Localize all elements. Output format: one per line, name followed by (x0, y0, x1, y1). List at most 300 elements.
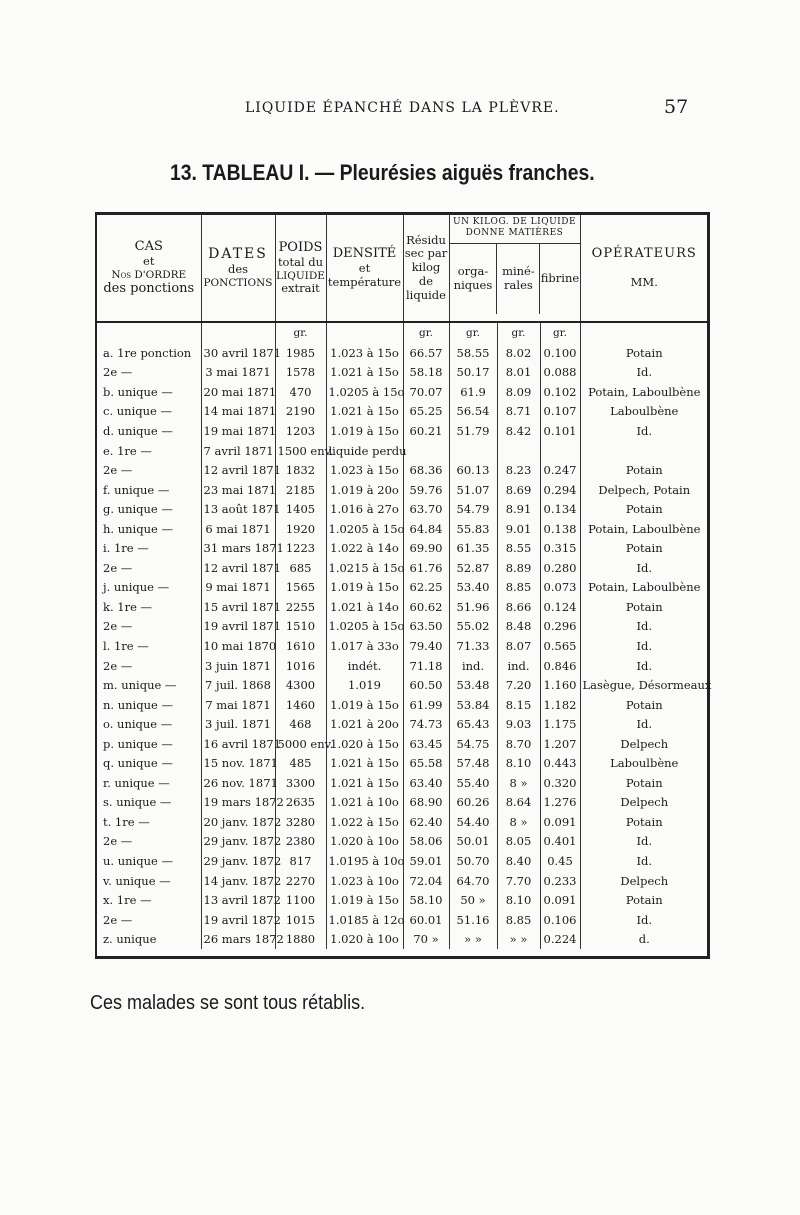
cell-fib: 0.100 (540, 343, 580, 363)
running-head (0, 96, 800, 120)
table-row (97, 675, 708, 695)
cell-org: 51.16 (449, 910, 497, 930)
cell-min: 8.91 (497, 499, 540, 519)
cell-date: 30 avril 1871 (201, 343, 275, 363)
cell-poids: 3300 (275, 773, 326, 793)
cell-residu: 64.84 (403, 519, 449, 539)
cell-residu: 69.90 (403, 538, 449, 558)
cell-op: Potain (625, 893, 663, 908)
cell-poids: 1460 (275, 695, 326, 715)
cell-poids: 1610 (275, 636, 326, 656)
cell-densite: 1.023 à 15o (326, 460, 403, 480)
cell-cas: i. 1re — (97, 538, 201, 558)
cell-densite: 1.021 à 10o (326, 793, 403, 813)
cell-poids: 1578 (275, 363, 326, 383)
cell-fib: 0.320 (540, 773, 580, 793)
cell-date: 20 mai 1871 (201, 382, 275, 402)
cell-min: ind. (497, 656, 540, 676)
cell-min: 8.85 (497, 910, 540, 930)
cell-poids: 1223 (275, 538, 326, 558)
cell-op: Id. (636, 365, 653, 380)
cell-date: 10 mai 1870 (201, 636, 275, 656)
cell-densite: 1.022 à 14o (326, 538, 403, 558)
header-residu: Résidu sec par kilog de liquide (403, 215, 449, 322)
cell-fib: 1.175 (540, 714, 580, 734)
cell-org: 65.43 (449, 714, 497, 734)
cell-date: 29 janv. 1872 (201, 851, 275, 871)
cell-cas: p. unique — (97, 734, 201, 754)
cell-min: 8.42 (497, 421, 540, 441)
cell-min: 8.05 (497, 832, 540, 852)
cell-poids: 2255 (275, 597, 326, 617)
cell-date: 29 janv. 1872 (201, 832, 275, 852)
table-row (97, 617, 708, 637)
cell-poids: 1405 (275, 499, 326, 519)
cell-residu: 58.06 (403, 832, 449, 852)
cell-min: 8.48 (497, 617, 540, 637)
data-table-frame (95, 212, 710, 959)
cell-min: 8.85 (497, 578, 540, 598)
cell-cas: n. unique — (97, 695, 201, 715)
cell-densite: 1.021 à 15o (326, 753, 403, 773)
cell-poids: 1832 (275, 460, 326, 480)
cell-cas: 2e — (97, 656, 201, 676)
cell-date: 12 avril 1871 (201, 460, 275, 480)
cell-densite: 1.019 à 15o (326, 695, 403, 715)
cell-densite: 1.0195 à 10o (326, 851, 403, 871)
cell-densite: 1.021 à 15o (326, 773, 403, 793)
running-head-title: LIQUIDE ÉPANCHÉ DANS LA PLÈVRE. (245, 100, 560, 116)
cell-min: 8.10 (497, 753, 540, 773)
cell-cas: h. unique — (97, 519, 201, 539)
cell-densite: 1.023 à 15o (326, 343, 403, 363)
cell-org: 51.07 (449, 480, 497, 500)
cell-densite: 1.021 à 15o (326, 363, 403, 383)
cell-fib: 1.160 (540, 675, 580, 695)
cell-residu: 62.25 (403, 578, 449, 598)
cell-op: Potain (625, 697, 663, 712)
header-densite: DENSITÉ et température (326, 215, 403, 322)
cell-poids: 1985 (275, 343, 326, 363)
cell-cas: 2e — (97, 460, 201, 480)
table-row (97, 656, 708, 676)
cell-residu: 63.45 (403, 734, 449, 754)
cell-op: d. (638, 932, 650, 947)
cell-densite: 1.021 à 15o (326, 402, 403, 422)
cell-fib: 0.101 (540, 421, 580, 441)
cell-fib: 0.280 (540, 558, 580, 578)
cell-residu: 60.21 (403, 421, 449, 441)
cell-fib: 0.443 (540, 753, 580, 773)
table-row (97, 499, 708, 519)
cell-densite: 1.017 à 33o (326, 636, 403, 656)
cell-op: Potain (625, 463, 663, 478)
cell-poids: 2380 (275, 832, 326, 852)
cell-op: Id. (636, 658, 653, 673)
cell-min: 8.07 (497, 636, 540, 656)
cell-residu: 59.76 (403, 480, 449, 500)
cell-op: Potain (625, 345, 663, 360)
cell-date: 16 avril 1871 (201, 734, 275, 754)
cell-op: Id. (636, 912, 653, 927)
cell-densite: 1.016 à 27o (326, 499, 403, 519)
cell-org: 71.33 (449, 636, 497, 656)
unit-fib: gr. (540, 322, 580, 343)
cell-densite: 1.021 à 20o (326, 714, 403, 734)
cell-op: Potain (625, 814, 663, 829)
cell-min: 8.40 (497, 851, 540, 871)
cell-op: Id. (636, 853, 653, 868)
cell-min: 8 » (497, 773, 540, 793)
cell-cas: g. unique — (97, 499, 201, 519)
cell-min: 7.20 (497, 675, 540, 695)
cell-date: 20 janv. 1872 (201, 812, 275, 832)
cell-densite: 1.0205 à 15o (326, 617, 403, 637)
cell-residu: 71.18 (403, 656, 449, 676)
cell-min: 7.70 (497, 871, 540, 891)
cell-org: ind. (449, 656, 497, 676)
cell-poids: 470 (275, 382, 326, 402)
cell-residu: 58.10 (403, 890, 449, 910)
cell-date: 12 avril 1871 (201, 558, 275, 578)
cell-date: 3 mai 1871 (201, 363, 275, 383)
unit-cell (326, 322, 403, 343)
header-kilog-group: UN KILOG. DE LIQUIDE DONNE MATIÈRES orga- niques miné- rales fibrine (449, 215, 580, 322)
cell-densite: 1.021 à 14o (326, 597, 403, 617)
cell-op: Potain, Laboulbène (588, 580, 701, 595)
cell-org: 54.79 (449, 499, 497, 519)
cell-residu: 72.04 (403, 871, 449, 891)
cell-cas: b. unique — (97, 382, 201, 402)
cell-op: Id. (636, 638, 653, 653)
header-fibrine: fibrine (540, 270, 580, 285)
cell-residu: 63.50 (403, 617, 449, 637)
cell-date: 6 mai 1871 (201, 519, 275, 539)
table-row (97, 773, 708, 793)
cell-op: Id. (636, 834, 653, 849)
table-title: 13. TABLEAU I. — Pleurésies aiguës franches. (170, 160, 595, 185)
cell-fib: 1.182 (540, 695, 580, 715)
cell-poids: 1565 (275, 578, 326, 598)
cell-cas: k. 1re — (97, 597, 201, 617)
cell-org (449, 441, 497, 461)
table-row (97, 538, 708, 558)
cell-residu: 60.50 (403, 675, 449, 695)
cell-org: 54.40 (449, 812, 497, 832)
cell-fib: 0.124 (540, 597, 580, 617)
cell-cas: f. unique — (97, 480, 201, 500)
cell-org: 57.48 (449, 753, 497, 773)
table-row (97, 402, 708, 422)
cell-cas: x. 1re — (97, 890, 201, 910)
cell-min: 9.01 (497, 519, 540, 539)
table-row (97, 832, 708, 852)
cell-densite: 1.0205 à 15o (326, 519, 403, 539)
cell-min (497, 441, 540, 461)
cell-residu: 61.99 (403, 695, 449, 715)
cell-date: 23 mai 1871 (201, 480, 275, 500)
cell-cas: j. unique — (97, 578, 201, 598)
cell-poids: 2270 (275, 871, 326, 891)
cell-date: 26 mars 1872 (201, 929, 275, 949)
cell-date: 13 août 1871 (201, 499, 275, 519)
cell-cas: s. unique — (97, 793, 201, 813)
cell-min: 8.66 (497, 597, 540, 617)
cell-min: 8.69 (497, 480, 540, 500)
table-row (97, 480, 708, 500)
table-row (97, 851, 708, 871)
cell-fib: 1.276 (540, 793, 580, 813)
cell-fib: 0.102 (540, 382, 580, 402)
cell-org: 50.01 (449, 832, 497, 852)
table-row (97, 910, 708, 930)
table-row (97, 753, 708, 773)
cell-org: 53.48 (449, 675, 497, 695)
table-row (97, 929, 708, 949)
cell-poids: 817 (275, 851, 326, 871)
cell-date: 15 nov. 1871 (201, 753, 275, 773)
cell-densite: 1.020 à 10o (326, 832, 403, 852)
cell-densite: 1.019 à 20o (326, 480, 403, 500)
cell-fib: 0.45 (540, 851, 580, 871)
cell-fib (540, 441, 580, 461)
cell-poids: 1920 (275, 519, 326, 539)
pleurisy-table (97, 215, 712, 949)
cell-op: Potain, Laboulbène (588, 521, 701, 536)
cell-min: 9.03 (497, 714, 540, 734)
cell-min: 8.10 (497, 890, 540, 910)
cell-residu: 65.25 (403, 402, 449, 422)
cell-org: 56.54 (449, 402, 497, 422)
cell-min: 8.64 (497, 793, 540, 813)
table-row (97, 421, 708, 441)
cell-residu: 62.40 (403, 812, 449, 832)
table-body (97, 322, 712, 949)
cell-date: 3 juin 1871 (201, 656, 275, 676)
cell-op: Potain (625, 775, 663, 790)
cell-cas: a. 1re ponction (97, 343, 201, 363)
cell-date: 31 mars 1871 (201, 538, 275, 558)
cell-org: 61.35 (449, 538, 497, 558)
cell-org: 50 » (449, 890, 497, 910)
cell-densite: 1.023 à 10o (326, 871, 403, 891)
cell-min: » » (497, 929, 540, 949)
table-row (97, 734, 708, 754)
unit-org: gr. (449, 322, 497, 343)
cell-poids: 1500 env. (275, 441, 326, 461)
cell-poids: 1203 (275, 421, 326, 441)
cell-org: 53.84 (449, 695, 497, 715)
cell-densite: 1.0215 à 15o (326, 558, 403, 578)
cell-org: 55.40 (449, 773, 497, 793)
cell-cas: c. unique — (97, 402, 201, 422)
cell-org: 51.79 (449, 421, 497, 441)
cell-cas: 2e — (97, 363, 201, 383)
header-organiques: orga- niques (450, 244, 498, 314)
cell-min: 8.71 (497, 402, 540, 422)
cell-cas: l. 1re — (97, 636, 201, 656)
cell-op: Delpech (620, 795, 669, 810)
header-operateurs: OPÉRATEURS MM. (580, 215, 708, 322)
cell-op: Laboulbène (610, 404, 679, 419)
cell-date: 15 avril 1871 (201, 597, 275, 617)
cell-poids: 1100 (275, 890, 326, 910)
cell-fib: 1.207 (540, 734, 580, 754)
table-row (97, 871, 708, 891)
table-row (97, 636, 708, 656)
cell-poids: 468 (275, 714, 326, 734)
cell-cas: 2e — (97, 832, 201, 852)
table-row (97, 460, 708, 480)
cell-residu: 79.40 (403, 636, 449, 656)
cell-fib: 0.401 (540, 832, 580, 852)
cell-fib: 0.088 (540, 363, 580, 383)
table-row (97, 793, 708, 813)
cell-densite: indét. (326, 656, 403, 676)
cell-residu: 74.73 (403, 714, 449, 734)
cell-min: 8.23 (497, 460, 540, 480)
table-row (97, 695, 708, 715)
cell-poids: 1510 (275, 617, 326, 637)
header-dates: DATES des PONCTIONS (201, 215, 275, 322)
cell-date: 9 mai 1871 (201, 578, 275, 598)
cell-poids: 4300 (275, 675, 326, 695)
cell-residu: 70 » (403, 929, 449, 949)
cell-date: 19 avril 1871 (201, 617, 275, 637)
cell-op: Potain (625, 541, 663, 556)
cell-date: 14 janv. 1872 (201, 871, 275, 891)
cell-cas: q. unique — (97, 753, 201, 773)
cell-org: 52.87 (449, 558, 497, 578)
cell-residu: 59.01 (403, 851, 449, 871)
cell-org: 50.70 (449, 851, 497, 871)
cell-cas: 2e — (97, 910, 201, 930)
cell-densite: 1.0185 à 12o (326, 910, 403, 930)
cell-fib: 0.224 (540, 929, 580, 949)
cell-org: 55.02 (449, 617, 497, 637)
table-row (97, 578, 708, 598)
cell-poids: 2190 (275, 402, 326, 422)
table-row (97, 890, 708, 910)
unit-cell (580, 322, 708, 343)
cell-fib: 0.134 (540, 499, 580, 519)
cell-cas: m. unique — (97, 675, 201, 695)
table-row (97, 597, 708, 617)
cell-min: 8.70 (497, 734, 540, 754)
cell-residu (403, 441, 449, 461)
cell-residu: 60.62 (403, 597, 449, 617)
cell-min: 8.01 (497, 363, 540, 383)
cell-densite: 1.020 à 10o (326, 929, 403, 949)
header-poids: POIDS total du LIQUIDE extrait (275, 215, 326, 322)
cell-fib: 0.846 (540, 656, 580, 676)
cell-densite: 1.019 à 15o (326, 578, 403, 598)
cell-densite: 1.019 à 15o (326, 890, 403, 910)
cell-residu: 65.58 (403, 753, 449, 773)
cell-op: Delpech (620, 873, 669, 888)
cell-min: 8.55 (497, 538, 540, 558)
unit-cell (97, 322, 201, 343)
cell-residu: 63.40 (403, 773, 449, 793)
cell-residu: 58.18 (403, 363, 449, 383)
cell-min: 8.09 (497, 382, 540, 402)
cell-op: Potain, Laboulbène (588, 384, 701, 399)
cell-residu: 68.36 (403, 460, 449, 480)
cell-org: 61.9 (449, 382, 497, 402)
cell-fib: 0.247 (540, 460, 580, 480)
cell-date: 19 avril 1872 (201, 910, 275, 930)
unit-min: gr. (497, 322, 540, 343)
cell-cas: o. unique — (97, 714, 201, 734)
cell-org: 55.83 (449, 519, 497, 539)
cell-fib: 0.106 (540, 910, 580, 930)
cell-poids: 3280 (275, 812, 326, 832)
cell-residu: 60.01 (403, 910, 449, 930)
cell-op: Laboulbène (610, 756, 679, 771)
cell-residu: 66.57 (403, 343, 449, 363)
cell-min: 8.89 (497, 558, 540, 578)
cell-residu: 63.70 (403, 499, 449, 519)
cell-org: 50.17 (449, 363, 497, 383)
cell-op: Id. (636, 560, 653, 575)
cell-op: Lasègue, Désormeaux (582, 678, 712, 693)
cell-fib: 0.294 (540, 480, 580, 500)
header-minerales: miné- rales (497, 244, 540, 314)
cell-residu: 61.76 (403, 558, 449, 578)
units-row (97, 322, 708, 343)
cell-densite: 1.022 à 15o (326, 812, 403, 832)
unit-poids: gr. (275, 322, 326, 343)
cell-org: 53.40 (449, 578, 497, 598)
cell-org: 64.70 (449, 871, 497, 891)
footer-note: Ces malades se sont tous rétablis. (90, 992, 366, 1014)
table-row (97, 363, 708, 383)
cell-poids: 685 (275, 558, 326, 578)
table-row (97, 519, 708, 539)
table-row (97, 558, 708, 578)
cell-org: 51.96 (449, 597, 497, 617)
table-row (97, 812, 708, 832)
cell-org: 60.13 (449, 460, 497, 480)
cell-org: 58.55 (449, 343, 497, 363)
cell-densite: 1.020 à 15o (326, 734, 403, 754)
cell-org: 54.75 (449, 734, 497, 754)
page-number: 57 (664, 96, 689, 118)
cell-op: Id. (636, 619, 653, 634)
cell-cas: 2e — (97, 617, 201, 637)
cell-date: 7 juil. 1868 (201, 675, 275, 695)
table-row (97, 441, 708, 461)
cell-fib: 0.107 (540, 402, 580, 422)
cell-min: 8.15 (497, 695, 540, 715)
cell-fib: 0.138 (540, 519, 580, 539)
cell-cas: t. 1re — (97, 812, 201, 832)
cell-date: 13 avril 1872 (201, 890, 275, 910)
cell-op (580, 441, 708, 461)
cell-fib: 0.073 (540, 578, 580, 598)
cell-cas: v. unique — (97, 871, 201, 891)
cell-cas: e. 1re — (97, 441, 201, 461)
cell-poids: 2185 (275, 480, 326, 500)
cell-densite: liquide perdu (326, 441, 403, 461)
cell-fib: 0.315 (540, 538, 580, 558)
header-cas: CAS et Nos D'ORDRE des ponctions (97, 215, 201, 322)
cell-date: 14 mai 1871 (201, 402, 275, 422)
cell-poids: 485 (275, 753, 326, 773)
cell-residu: 70.07 (403, 382, 449, 402)
cell-densite: 1.0205 à 15o (326, 382, 403, 402)
table-row (97, 343, 708, 363)
